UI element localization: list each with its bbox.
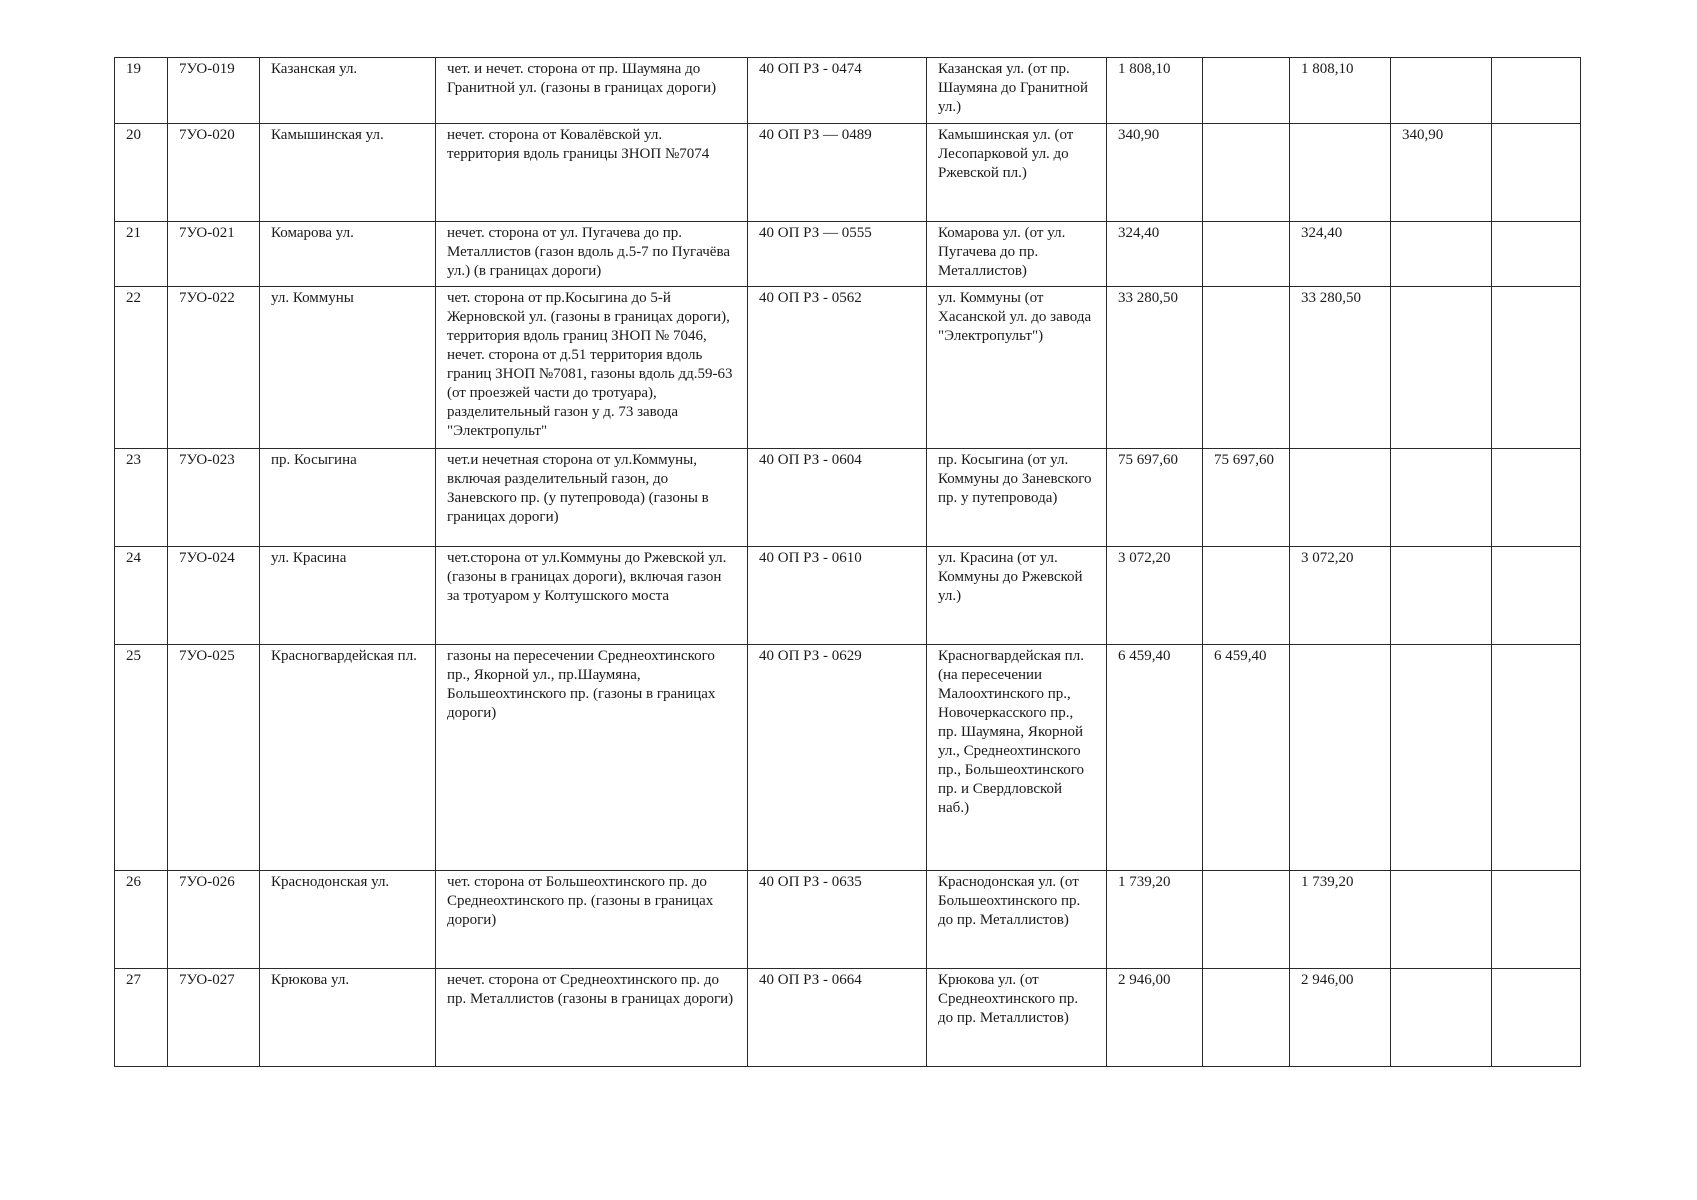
area-col-2-cell <box>1203 58 1290 124</box>
street-name-cell: ул. Красина <box>260 547 436 645</box>
registry-number-cell: 40 ОП РЗ - 0635 <box>748 871 927 969</box>
street-name-cell: Краснодонская ул. <box>260 871 436 969</box>
street-name-cell: Камышинская ул. <box>260 124 436 222</box>
description-cell: газоны на пересечении Среднеохтинского пр., Якорной ул., пр.Шаумяна, Большеохтинского пр. (газоны в границах дороги) <box>436 645 748 871</box>
area-col-5-cell <box>1492 58 1581 124</box>
description-cell: чет.и нечетная сторона от ул.Коммуны, включая разделительный газон, до Заневского пр. (у путепровода) (газоны в границах дороги) <box>436 449 748 547</box>
row-number-cell: 22 <box>115 287 168 449</box>
document-table <box>114 57 1581 1067</box>
area-col-3-cell: 33 280,50 <box>1290 287 1391 449</box>
area-col-3-cell: 2 946,00 <box>1290 969 1391 1067</box>
area-col-2-cell <box>1203 969 1290 1067</box>
code-cell: 7УО-026 <box>168 871 260 969</box>
total-area-cell: 6 459,40 <box>1107 645 1203 871</box>
description-cell: чет. и нечет. сторона от пр. Шаумяна до Гранитной ул. (газоны в границах дороги) <box>436 58 748 124</box>
description-cell: нечет. сторона от ул. Пугачева до пр. Металлистов (газон вдоль д.5-7 по Пугачёва ул.) (в границах дороги) <box>436 222 748 287</box>
area-col-3-cell <box>1290 449 1391 547</box>
area-col-4-cell <box>1391 287 1492 449</box>
total-area-cell: 2 946,00 <box>1107 969 1203 1067</box>
area-col-4-cell <box>1391 969 1492 1067</box>
area-col-5-cell <box>1492 222 1581 287</box>
area-col-5-cell <box>1492 645 1581 871</box>
area-col-4-cell <box>1391 222 1492 287</box>
area-col-2-cell: 75 697,60 <box>1203 449 1290 547</box>
table-row <box>115 969 1581 1067</box>
description-cell: нечет. сторона от Ковалёвской ул. территория вдоль границы ЗНОП №7074 <box>436 124 748 222</box>
total-area-cell: 3 072,20 <box>1107 547 1203 645</box>
description-cell: чет. сторона от Большеохтинского пр. до Среднеохтинского пр. (газоны в границах дороги) <box>436 871 748 969</box>
road-section-cell: Казанская ул. (от пр. Шаумяна до Гранитной ул.) <box>927 58 1107 124</box>
total-area-cell: 1 739,20 <box>1107 871 1203 969</box>
row-number-cell: 27 <box>115 969 168 1067</box>
code-cell: 7УО-024 <box>168 547 260 645</box>
table-row <box>115 449 1581 547</box>
street-name-cell: Казанская ул. <box>260 58 436 124</box>
description-cell: нечет. сторона от Среднеохтинского пр. до пр. Металлистов (газоны в границах дороги) <box>436 969 748 1067</box>
code-cell: 7УО-027 <box>168 969 260 1067</box>
code-cell: 7УО-023 <box>168 449 260 547</box>
total-area-cell: 324,40 <box>1107 222 1203 287</box>
road-section-cell: Камышинская ул. (от Лесопарковой ул. до Ржевской пл.) <box>927 124 1107 222</box>
area-col-4-cell <box>1391 547 1492 645</box>
registry-number-cell: 40 ОП РЗ - 0664 <box>748 969 927 1067</box>
road-section-cell: Комарова ул. (от ул. Пугачева до пр. Металлистов) <box>927 222 1107 287</box>
street-name-cell: Комарова ул. <box>260 222 436 287</box>
description-cell: чет.сторона от ул.Коммуны до Ржевской ул. (газоны в границах дороги), включая газон за тротуаром у Колтушского моста <box>436 547 748 645</box>
total-area-cell: 75 697,60 <box>1107 449 1203 547</box>
road-section-cell: пр. Косыгина (от ул. Коммуны до Заневского пр. у путепровода) <box>927 449 1107 547</box>
street-name-cell: ул. Коммуны <box>260 287 436 449</box>
road-section-cell: Краснодонская ул. (от Большеохтинского пр. до пр. Металлистов) <box>927 871 1107 969</box>
road-section-cell: Красногвардейская пл. (на пересечении Малоохтинского пр., Новочеркасского пр., пр. Шаумяна, Якорной ул., Среднеохтинского пр., Большеохтинского пр. и Свердловской наб.) <box>927 645 1107 871</box>
road-section-cell: ул. Красина (от ул. Коммуны до Ржевской ул.) <box>927 547 1107 645</box>
row-number-cell: 24 <box>115 547 168 645</box>
row-number-cell: 23 <box>115 449 168 547</box>
area-col-5-cell <box>1492 547 1581 645</box>
row-number-cell: 19 <box>115 58 168 124</box>
registry-number-cell: 40 ОП РЗ - 0604 <box>748 449 927 547</box>
area-col-2-cell: 6 459,40 <box>1203 645 1290 871</box>
registry-number-cell: 40 ОП РЗ - 0562 <box>748 287 927 449</box>
code-cell: 7УО-019 <box>168 58 260 124</box>
description-cell: чет. сторона от пр.Косыгина до 5-й Жерновской ул. (газоны в границах дороги), территория вдоль границ ЗНОП № 7046, нечет. сторона от д.51 территория вдоль границ ЗНОП №7081, газоны вдоль дд.59-63 (от проезжей части до тротуара), разделительный газон у д. 73 завода "Электропульт" <box>436 287 748 449</box>
registry-number-cell: 40 ОП РЗ - 0629 <box>748 645 927 871</box>
area-col-5-cell <box>1492 287 1581 449</box>
area-col-3-cell <box>1290 124 1391 222</box>
area-col-5-cell <box>1492 124 1581 222</box>
area-col-2-cell <box>1203 222 1290 287</box>
code-cell: 7УО-021 <box>168 222 260 287</box>
area-col-3-cell <box>1290 645 1391 871</box>
area-col-2-cell <box>1203 287 1290 449</box>
area-col-3-cell: 3 072,20 <box>1290 547 1391 645</box>
street-name-cell: Крюкова ул. <box>260 969 436 1067</box>
area-col-3-cell: 1 808,10 <box>1290 58 1391 124</box>
area-col-4-cell <box>1391 449 1492 547</box>
table-row <box>115 222 1581 287</box>
table-row <box>115 547 1581 645</box>
registry-number-cell: 40 ОП РЗ - 0610 <box>748 547 927 645</box>
total-area-cell: 1 808,10 <box>1107 58 1203 124</box>
table-row <box>115 645 1581 871</box>
code-cell: 7УО-020 <box>168 124 260 222</box>
area-col-4-cell: 340,90 <box>1391 124 1492 222</box>
area-col-4-cell <box>1391 871 1492 969</box>
total-area-cell: 340,90 <box>1107 124 1203 222</box>
street-name-cell: Красногвардейская пл. <box>260 645 436 871</box>
table-row <box>115 124 1581 222</box>
road-section-cell: Крюкова ул. (от Среднеохтинского пр. до пр. Металлистов) <box>927 969 1107 1067</box>
area-col-2-cell <box>1203 871 1290 969</box>
row-number-cell: 25 <box>115 645 168 871</box>
area-col-2-cell <box>1203 547 1290 645</box>
row-number-cell: 26 <box>115 871 168 969</box>
area-col-5-cell <box>1492 449 1581 547</box>
area-col-5-cell <box>1492 871 1581 969</box>
registry-number-cell: 40 ОП РЗ - 0474 <box>748 58 927 124</box>
row-number-cell: 20 <box>115 124 168 222</box>
area-col-4-cell <box>1391 645 1492 871</box>
registry-number-cell: 40 ОП РЗ — 0489 <box>748 124 927 222</box>
row-number-cell: 21 <box>115 222 168 287</box>
area-col-3-cell: 324,40 <box>1290 222 1391 287</box>
area-col-5-cell <box>1492 969 1581 1067</box>
road-section-cell: ул. Коммуны (от Хасанской ул. до завода "Электропульт") <box>927 287 1107 449</box>
area-col-4-cell <box>1391 58 1492 124</box>
code-cell: 7УО-025 <box>168 645 260 871</box>
table-row <box>115 58 1581 124</box>
code-cell: 7УО-022 <box>168 287 260 449</box>
area-col-3-cell: 1 739,20 <box>1290 871 1391 969</box>
street-name-cell: пр. Косыгина <box>260 449 436 547</box>
registry-number-cell: 40 ОП РЗ — 0555 <box>748 222 927 287</box>
table-row <box>115 871 1581 969</box>
table-body <box>115 58 1581 1067</box>
area-col-2-cell <box>1203 124 1290 222</box>
table-row <box>115 287 1581 449</box>
total-area-cell: 33 280,50 <box>1107 287 1203 449</box>
